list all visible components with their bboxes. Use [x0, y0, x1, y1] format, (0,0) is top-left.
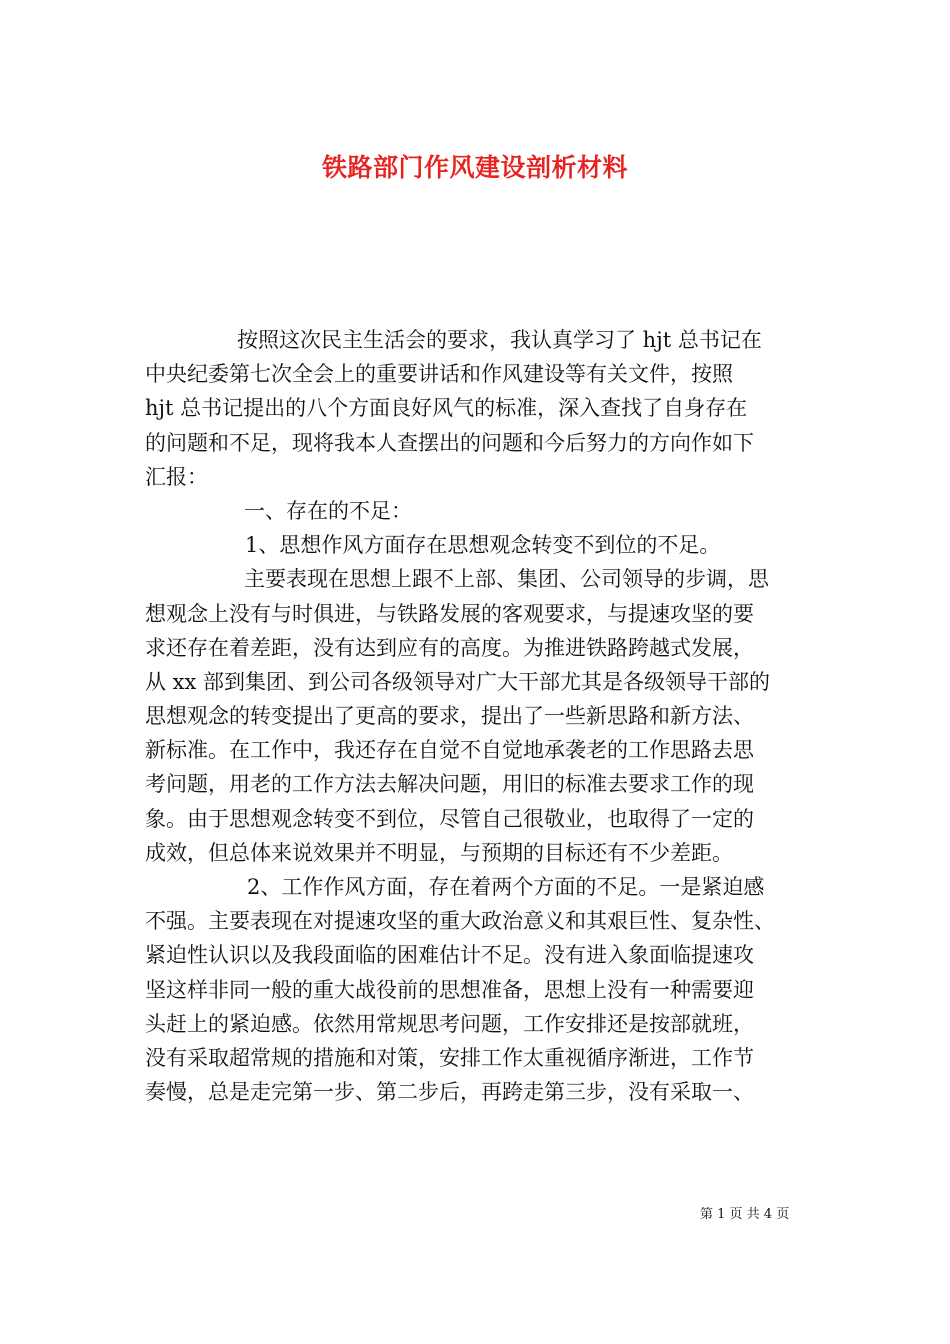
item-heading: 2、工作作风方面，存在着两个方面的不足。一是紧迫感 [247, 875, 765, 899]
text-line: hjt 总书记提出的八个方面良好风气的标准，深入查找了自身存在 [145, 396, 748, 421]
text-line: 中央纪委第七次全会上的重要讲话和作风建设等有关文件，按照 [145, 362, 733, 387]
text-line: 从 xx 部到集团、到公司各级领导对广大干部尤其是各级领导干部的 [145, 669, 771, 694]
text-line: 主要表现在思想上跟不上部、集团、公司领导的步调，思 [244, 567, 769, 592]
text-line: 没有采取超常规的措施和对策，安排工作太重视循序渐进，工作节 [145, 1045, 754, 1070]
text-line: 成效，但总体来说效果并不明显，与预期的目标还有不少差距。 [145, 840, 733, 865]
text-line: 汇报： [145, 464, 208, 489]
text-line: 坚这样非同一般的重大战役前的思想准备，思想上没有一种需要迎 [145, 977, 754, 1002]
text-line: 奏慢，总是走完第一步、第二步后，再跨走第三步，没有采取一、 [145, 1080, 754, 1105]
text-line: 思想观念的转变提出了更高的要求，提出了一些新思路和新方法、 [145, 704, 754, 729]
text-line: 考问题，用老的工作方法去解决问题，用旧的标准去要求工作的现 [145, 772, 754, 797]
text-line: 紧迫性认识以及我段面临的困难估计不足。没有进入象面临提速攻 [145, 943, 754, 968]
text-line: 不强。主要表现在对提速攻坚的重大政治意义和其艰巨性、复杂性、 [145, 909, 775, 934]
section-heading: 一、存在的不足： [244, 498, 412, 523]
text-line: 新标准。在工作中，我还存在自觉不自觉地承袭老的工作思路去思 [145, 738, 754, 763]
text-line: 按照这次民主生活会的要求，我认真学习了 hjt 总书记在 [237, 328, 762, 352]
text-line: 象。由于思想观念转变不到位，尽管自己很敬业，也取得了一定的 [145, 806, 754, 831]
document-body [145, 323, 807, 1109]
text-line: 的问题和不足，现将我本人查摆出的问题和今后努力的方向作如下 [145, 430, 754, 455]
item-heading: 1、思想作风方面存在思想观念转变不到位的不足。 [245, 533, 721, 558]
text-line: 求还存在着差距，没有达到应有的高度。为推进铁路跨越式发展， [145, 635, 754, 660]
text-line: 想观念上没有与时俱进，与铁路发展的客观要求，与提速攻坚的要 [145, 601, 754, 626]
page-number: 第 1 页 共 4 页 [700, 1207, 790, 1222]
document-title: 铁路部门作风建设剖析材料 [321, 152, 628, 182]
text-line: 头赶上的紧迫感。依然用常规思考问题，工作安排还是按部就班， [145, 1011, 754, 1036]
